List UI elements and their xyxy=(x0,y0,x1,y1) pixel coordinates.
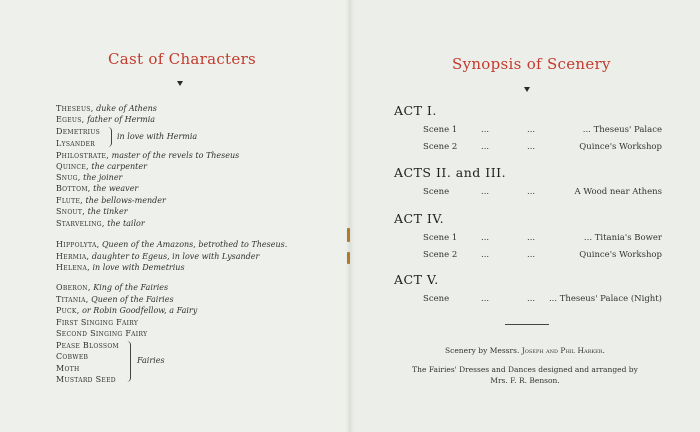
scene-word: Scene xyxy=(423,142,450,152)
scene-location: ... Theseus' Palace (Night) xyxy=(548,294,662,304)
character-description: master of the revels to Theseus xyxy=(111,151,240,160)
character-name: Helena, xyxy=(56,263,90,272)
leader-dots: ... xyxy=(481,142,490,152)
character-description: Queen of the Amazons, betrothed to Theseus. xyxy=(102,240,288,249)
brace xyxy=(125,341,131,382)
scene-label xyxy=(423,187,449,197)
character-name: Mustard Seed xyxy=(56,375,116,384)
character-description: King of the Fairies xyxy=(93,283,169,292)
scene-number: 1 xyxy=(451,125,458,135)
character-name: Snout, xyxy=(56,207,86,216)
character-name: Snug, xyxy=(56,173,81,182)
character-name: Demetrius xyxy=(56,127,101,136)
scene-location: ... Theseus' Palace xyxy=(582,125,662,135)
character-description: the joiner xyxy=(83,173,123,182)
character-name: Lysander xyxy=(56,139,96,148)
character-name: Titania, xyxy=(56,295,89,304)
act-title: ACTS II. and III. xyxy=(394,165,507,180)
scene-location: A Wood near Athens xyxy=(574,187,662,197)
ornament-marker xyxy=(524,87,530,92)
cast-heading: Cast of Characters xyxy=(108,50,257,68)
character-name: Hermia, xyxy=(56,252,90,261)
leader-dots: ... xyxy=(481,294,490,304)
cast-entry xyxy=(56,305,197,316)
binding-thread xyxy=(347,252,350,264)
character-name: Philostrate, xyxy=(56,151,110,160)
scene-word: Scene xyxy=(423,233,450,243)
character-name: Egeus, xyxy=(56,115,85,124)
character-name: Puck, xyxy=(56,306,80,315)
cast-entry xyxy=(56,218,145,229)
character-name: Second Singing Fairy xyxy=(56,329,148,338)
act-title: ACT IV. xyxy=(394,211,445,226)
character-description: the tinker xyxy=(87,207,128,216)
leader-dots: ... xyxy=(527,250,536,260)
leader-dots: ... xyxy=(527,125,536,135)
scene-location: Quince's Workshop xyxy=(579,250,662,260)
character-name: Quince, xyxy=(56,162,89,171)
leader-dots: ... xyxy=(527,142,536,152)
character-name: Moth xyxy=(56,364,80,373)
scene-label xyxy=(423,250,457,260)
cast-entry xyxy=(56,239,287,250)
character-name: Bottom, xyxy=(56,184,91,193)
dresses-credit: The Fairies' Dresses and Dances designed and arranged by xyxy=(412,365,638,374)
cast-entry xyxy=(56,150,239,161)
character-name: Flute, xyxy=(56,196,83,205)
scene-number: 1 xyxy=(451,233,458,243)
cast-entry xyxy=(56,328,147,339)
brace-note: in love with Hermia xyxy=(117,132,198,141)
cast-entry xyxy=(56,351,88,362)
leader-dots: ... xyxy=(527,233,536,243)
brace xyxy=(107,127,112,147)
brace-note: Fairies xyxy=(137,356,165,365)
character-description: daughter to Egeus, in love with Lysander xyxy=(91,252,260,261)
scene-label xyxy=(423,142,457,152)
character-description: or Robin Goodfellow, a Fairy xyxy=(82,306,198,315)
leader-dots: ... xyxy=(527,187,536,197)
binding-thread xyxy=(347,228,350,242)
cast-entry xyxy=(56,294,174,305)
leader-dots: ... xyxy=(481,125,490,135)
scene-word: Scene xyxy=(423,125,450,135)
scene-label xyxy=(423,294,449,304)
cast-entry xyxy=(56,161,147,172)
scene-label xyxy=(423,233,457,243)
credit-names: Joseph and Phil Harker. xyxy=(521,346,605,355)
character-name: Theseus, xyxy=(56,104,94,113)
character-name: Oberon, xyxy=(56,283,91,292)
cast-entry xyxy=(56,206,128,217)
act-title: ACT V. xyxy=(394,272,439,287)
cast-entry xyxy=(56,317,138,328)
cast-entry xyxy=(56,138,95,149)
cast-entry xyxy=(56,282,168,293)
character-description: father of Hermia xyxy=(87,115,156,124)
leader-dots: ... xyxy=(481,187,490,197)
scene-label xyxy=(423,125,457,135)
scene-location: ... Titania's Bower xyxy=(583,233,662,243)
leader-dots: ... xyxy=(481,250,490,260)
scene-word: Scene xyxy=(423,250,450,260)
cast-entry xyxy=(56,262,185,273)
cast-entry xyxy=(56,103,157,114)
act-title: ACT I. xyxy=(394,103,437,118)
dresses-credit-name: Mrs. F. R. Benson. xyxy=(490,376,560,385)
character-description: Queen of the Fairies xyxy=(91,295,174,304)
cast-entry xyxy=(56,183,138,194)
character-name: Pease Blossom xyxy=(56,341,119,350)
character-description: the weaver xyxy=(93,184,139,193)
leader-dots: ... xyxy=(527,294,536,304)
scene-number: 2 xyxy=(451,250,458,260)
divider-rule xyxy=(505,324,549,325)
cast-entry xyxy=(56,251,259,262)
character-description: in love with Demetrius xyxy=(92,263,185,272)
scenery-credit xyxy=(350,346,700,355)
scene-number: 2 xyxy=(451,142,458,152)
cast-entry xyxy=(56,172,122,183)
scenery-heading: Synopsis of Scenery xyxy=(452,55,611,73)
leader-dots: ... xyxy=(481,233,490,243)
character-name: Hippolyta, xyxy=(56,240,100,249)
cast-entry xyxy=(56,114,155,125)
scene-word: Scene xyxy=(423,294,450,304)
character-name: Cobweb xyxy=(56,352,89,361)
cast-entry xyxy=(56,195,166,206)
cast-entry xyxy=(56,374,116,385)
character-description: the tailor xyxy=(107,219,145,228)
ornament-marker xyxy=(177,81,183,86)
character-description: the carpenter xyxy=(91,162,147,171)
cast-entry xyxy=(56,363,80,374)
character-name: Starveling, xyxy=(56,219,105,228)
character-description: duke of Athens xyxy=(96,104,157,113)
credit-prefix: Scenery by Messrs. xyxy=(445,346,520,355)
scene-location: Quince's Workshop xyxy=(579,142,662,152)
cast-entry xyxy=(56,340,119,351)
cast-entry xyxy=(56,126,100,137)
character-name: First Singing Fairy xyxy=(56,318,139,327)
character-description: the bellows-mender xyxy=(85,196,166,205)
scene-word: Scene xyxy=(423,187,450,197)
